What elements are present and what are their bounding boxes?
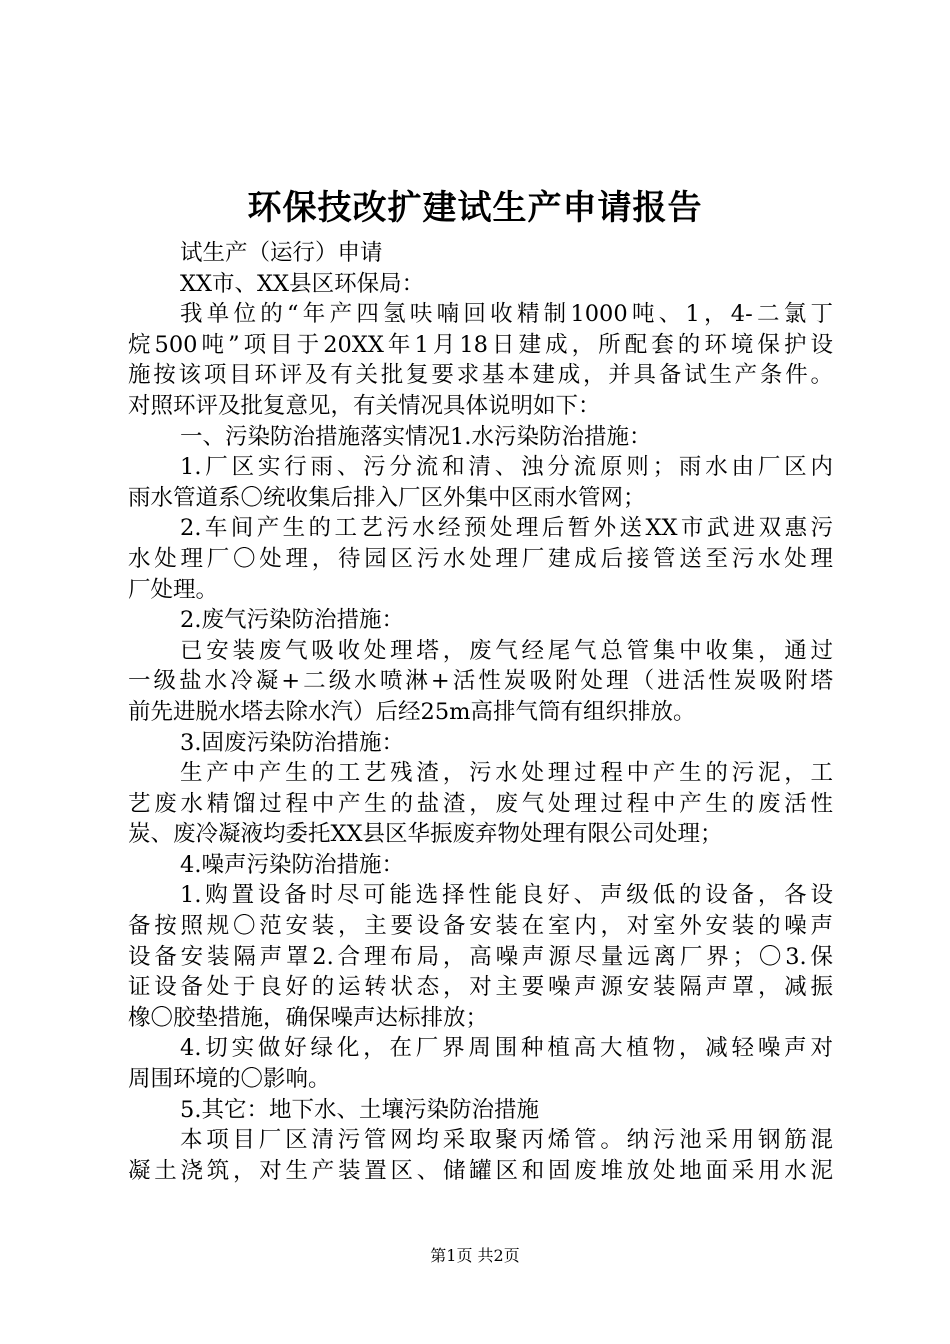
- text-line: 前先进脱水塔去除水汽）后经25m高排气筒有组织排放。: [128, 698, 696, 725]
- text-line: 3.固废污染防治措施：: [180, 729, 404, 756]
- text-line: 1.厂区实行雨、污分流和清、浊分流原则；雨水由厂区内: [180, 454, 833, 481]
- document-title: 环保技改扩建试生产申请报告: [247, 188, 703, 228]
- text-line: 已安装废气吸收处理塔，废气经尾气总管集中收集，通过: [180, 637, 833, 664]
- text-line: 生产中产生的工艺残渣，污水处理过程中产生的污泥，工: [180, 760, 833, 787]
- text-line: 水处理厂〇处理，待园区污水处理厂建成后接管送至污水处理: [128, 545, 833, 572]
- text-line: 烷500吨”项目于20XX年1月18日建成，所配套的环境保护设: [128, 331, 833, 358]
- text-line: 周围环境的〇影响。: [128, 1066, 331, 1093]
- text-line: 备按照规〇范安装，主要设备安装在室内，对室外安装的噪声: [128, 913, 833, 940]
- text-line: XX市、XX县区环保局：: [180, 270, 425, 297]
- document-body: [128, 238, 833, 1186]
- text-line: 2.车间产生的工艺污水经预处理后暂外送XX市武进双惠污: [180, 515, 833, 542]
- text-line: 凝土浇筑，对生产装置区、储罐区和固废堆放处地面采用水泥: [128, 1157, 833, 1184]
- text-line: 对照环评及批复意见，有关情况具体说明如下：: [128, 392, 601, 419]
- text-line: 一级盐水冷凝+二级水喷淋+活性炭吸附处理（进活性炭吸附塔: [128, 668, 833, 695]
- text-line: 施按该项目环评及有关批复要求基本建成，并具备试生产条件。: [128, 362, 833, 389]
- page-footer: 第1页 共2页: [430, 1246, 520, 1265]
- text-line: 2.废气污染防治措施：: [180, 607, 404, 634]
- text-line: 1.购置设备时尽可能选择性能良好、声级低的设备，各设: [180, 882, 833, 909]
- text-line: 4.切实做好绿化，在厂界周围种植高大植物，减轻噪声对: [180, 1035, 833, 1062]
- text-line: 雨水管道系〇统收集后排入厂区外集中区雨水管网；: [128, 484, 646, 511]
- text-line: 5.其它：地下水、土壤污染防治措施: [180, 1096, 539, 1123]
- text-line: 艺废水精馏过程中产生的盐渣，废气处理过程中产生的废活性: [128, 790, 833, 817]
- text-line: 设备安装隔声罩2.合理布局，高噪声源尽量远离厂界；〇3.保: [128, 943, 833, 970]
- text-line: 证设备处于良好的运转状态，对主要噪声源安装隔声罩，减振: [128, 974, 833, 1001]
- text-line: 我单位的“年产四氢呋喃回收精制1000吨、1，4-二氯丁: [180, 301, 833, 328]
- text-line: 一、污染防治措施落实情况1.水污染防治措施：: [180, 423, 652, 450]
- text-line: 炭、废冷凝液均委托XX县区华振废弃物处理有限公司处理；: [128, 821, 723, 848]
- text-line: 试生产（运行）申请: [180, 240, 383, 266]
- text-line: 4.噪声污染防治措施：: [180, 851, 404, 878]
- text-line: 本项目厂区清污管网均采取聚丙烯管。纳污池采用钢筋混: [180, 1127, 833, 1154]
- text-line: 厂处理。: [128, 576, 219, 603]
- text-line: 橡〇胶垫措施，确保噪声达标排放；: [128, 1004, 489, 1031]
